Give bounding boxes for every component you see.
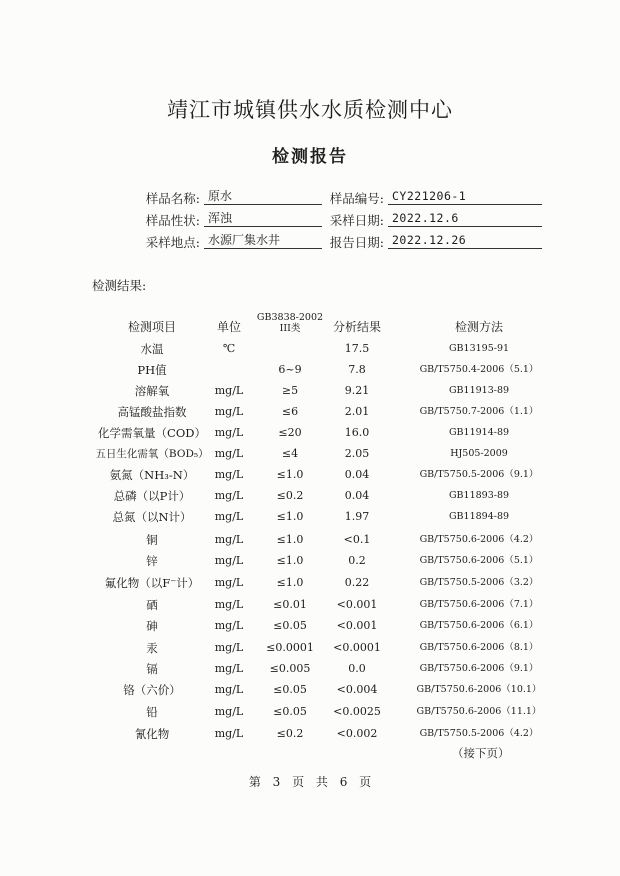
table-row	[0, 726, 620, 747]
table-row	[0, 383, 620, 404]
sample-date-label: 采样日期:	[329, 213, 384, 228]
cell-result: 0.04	[344, 489, 370, 502]
cell-result: 0.22	[344, 576, 370, 589]
cell-result: 1.97	[344, 510, 370, 523]
header-item: 检测项目	[127, 320, 176, 334]
cell-standard: ≤1.0	[276, 533, 304, 546]
cell-item: 铜	[146, 533, 158, 547]
cell-unit: mg/L	[214, 405, 244, 418]
cell-item: 铅	[146, 705, 158, 719]
cell-item: 总氮（以N计）	[112, 510, 192, 524]
cell-result: 9.21	[344, 384, 370, 397]
page-number: 第 3 页 共 6 页	[248, 775, 372, 789]
cell-item: 氨氮（NH₃-N）	[109, 468, 195, 482]
sample-code-value: CY221206-1	[388, 189, 542, 205]
table-row	[0, 640, 620, 661]
cell-item: 五日生化需氧（BOD₅）	[95, 448, 209, 460]
cell-unit: mg/L	[214, 662, 244, 675]
cell-result: <0.001	[336, 598, 378, 611]
results-label: 检测结果:	[92, 278, 147, 293]
sample-date-value: 2022.12.6	[388, 211, 542, 227]
cell-item: 溶解氧	[134, 384, 170, 398]
table-row	[0, 488, 620, 509]
cell-unit: mg/L	[214, 426, 244, 439]
cell-standard: ≤0.005	[269, 662, 311, 675]
cell-item: 氰化物	[134, 727, 170, 741]
cell-result: <0.004	[336, 683, 378, 696]
cell-method: GB/T5750.7-2006（1.1）	[419, 406, 539, 417]
cell-method: GB/T5750.5-2006（4.2）	[419, 728, 539, 739]
cell-result: 2.01	[344, 405, 370, 418]
cell-method: GB/T5750.6-2006（11.1）	[416, 706, 542, 717]
cell-result: 7.8	[348, 363, 366, 376]
header-standard-line2: III类	[279, 323, 301, 334]
cell-result: 2.05	[344, 447, 370, 460]
header-method: 检测方法	[454, 320, 503, 334]
cell-standard: ≤1.0	[276, 468, 304, 481]
cell-item: 砷	[146, 619, 158, 633]
cell-result: 0.0	[348, 662, 366, 675]
cell-method: GB/T5750.5-2006（9.1）	[419, 469, 539, 480]
cell-method: GB11893-89	[448, 490, 510, 501]
cell-method: GB/T5750.6-2006（7.1）	[419, 599, 539, 610]
organization-title: 靖江市城镇供水水质检测中心	[167, 98, 453, 122]
cell-item: 铬（六价）	[123, 683, 181, 697]
table-row	[0, 467, 620, 488]
cell-standard: ≤1.0	[276, 576, 304, 589]
table-row	[0, 341, 620, 362]
table-row	[0, 597, 620, 618]
table-row	[0, 575, 620, 596]
cell-standard: ≤6	[281, 405, 299, 418]
report-date-label: 报告日期:	[329, 235, 384, 250]
cell-item: 总磷（以P计）	[113, 489, 191, 503]
cell-method: GB13195-91	[448, 343, 510, 354]
cell-method: HJ505-2009	[450, 448, 508, 459]
cell-item: 氟化物（以F⁻计）	[104, 576, 200, 590]
cell-item: PH值	[137, 363, 167, 377]
cell-standard: ≤1.0	[276, 554, 304, 567]
table-row	[0, 682, 620, 703]
cell-method: GB11894-89	[448, 511, 510, 522]
cell-unit: mg/L	[214, 619, 244, 632]
sample-state-label: 样品性状:	[145, 213, 200, 228]
header-unit: 单位	[216, 320, 241, 334]
cell-result: 0.2	[348, 554, 366, 567]
cell-method: GB/T5750.6-2006（8.1）	[419, 642, 539, 653]
cell-item: 锌	[146, 554, 158, 568]
sample-state-value: 浑浊	[204, 211, 322, 227]
header-standard-line1: GB3838-2002	[256, 312, 324, 323]
cell-standard: ≤0.2	[276, 489, 304, 502]
table-row	[0, 362, 620, 383]
cell-result: <0.002	[336, 727, 378, 740]
sample-name-value: 原水	[204, 189, 322, 205]
cell-result: <0.0025	[333, 705, 381, 718]
sample-code-label: 样品编号:	[329, 191, 384, 206]
cell-result: 17.5	[344, 342, 370, 355]
cell-method: GB/T5750.6-2006（4.2）	[419, 534, 539, 545]
table-row	[0, 404, 620, 425]
cell-method: GB/T5750.6-2006（10.1）	[416, 684, 542, 695]
cell-item: 汞	[146, 641, 158, 655]
cell-unit: mg/L	[214, 641, 244, 654]
cell-unit: mg/L	[214, 727, 244, 740]
cell-method: GB11913-89	[448, 385, 510, 396]
sample-location-value: 水源厂集水井	[204, 233, 322, 249]
cell-unit: mg/L	[214, 554, 244, 567]
cell-method: GB11914-89	[448, 427, 510, 438]
cell-item: 镉	[146, 662, 158, 676]
cell-standard: ≤0.05	[273, 705, 307, 718]
table-row	[0, 553, 620, 574]
sample-location-label: 采样地点:	[145, 235, 200, 250]
cell-unit: mg/L	[214, 598, 244, 611]
header-standard	[253, 312, 327, 334]
table-row	[0, 425, 620, 446]
cell-item: 化学需氧量（COD）	[98, 426, 206, 440]
cell-method: GB/T5750.4-2006（5.1）	[419, 364, 539, 375]
cell-unit: mg/L	[214, 510, 244, 523]
cell-unit: mg/L	[214, 447, 244, 460]
cell-standard: ≤0.01	[273, 598, 307, 611]
cell-unit: mg/L	[214, 683, 244, 696]
cell-standard: ≤20	[278, 426, 302, 439]
cell-standard: ≤0.0001	[266, 641, 314, 654]
cell-unit: mg/L	[214, 489, 244, 502]
cell-standard: ≤0.05	[273, 619, 307, 632]
cell-standard: ≥5	[281, 384, 299, 397]
cell-standard: ≤1.0	[276, 510, 304, 523]
cell-item: 水温	[140, 342, 164, 356]
cell-unit: mg/L	[214, 705, 244, 718]
cell-method: GB/T5750.6-2006（5.1）	[419, 555, 539, 566]
cell-result: <0.1	[343, 533, 371, 546]
table-row	[0, 446, 620, 467]
cell-result: <0.001	[336, 619, 378, 632]
cell-standard: ≤0.05	[273, 683, 307, 696]
table-row	[0, 704, 620, 725]
cell-method: GB/T5750.6-2006（9.1）	[419, 663, 539, 674]
table-row	[0, 532, 620, 553]
cell-standard: 6~9	[278, 363, 302, 376]
cell-result: 16.0	[344, 426, 370, 439]
cell-item: 高锰酸盐指数	[117, 405, 187, 419]
table-row	[0, 661, 620, 682]
cell-result: 0.04	[344, 468, 370, 481]
continue-note: （接下页）	[452, 746, 510, 760]
cell-unit: ℃	[222, 342, 236, 355]
cell-standard: ≤4	[281, 447, 299, 460]
header-result: 分析结果	[332, 320, 381, 334]
table-row	[0, 509, 620, 530]
cell-standard: ≤0.2	[276, 727, 304, 740]
sample-name-label: 样品名称:	[145, 191, 200, 206]
cell-unit: mg/L	[214, 384, 244, 397]
cell-unit: mg/L	[214, 576, 244, 589]
report-date-value: 2022.12.26	[388, 233, 542, 249]
cell-method: GB/T5750.5-2006（3.2）	[419, 577, 539, 588]
report-title: 检测报告	[272, 147, 348, 167]
cell-unit: mg/L	[214, 533, 244, 546]
cell-result: <0.0001	[333, 641, 381, 654]
table-row	[0, 618, 620, 639]
cell-item: 硒	[146, 598, 158, 612]
cell-unit: mg/L	[214, 468, 244, 481]
cell-method: GB/T5750.6-2006（6.1）	[419, 620, 539, 631]
